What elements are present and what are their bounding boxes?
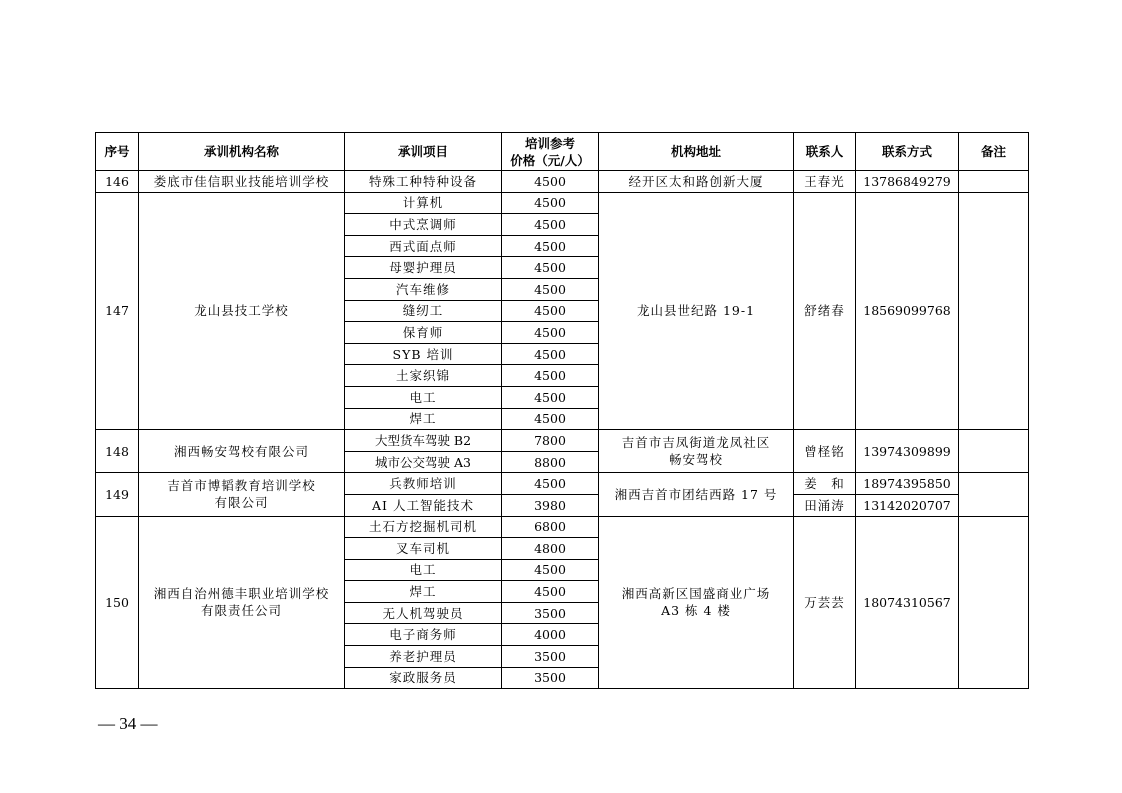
cell-project: AI 人工智能技术 xyxy=(345,494,502,516)
cell-project: 特殊工种特种设备 xyxy=(345,171,502,193)
cell-price: 3500 xyxy=(502,602,599,624)
cell-phone: 18974395850 xyxy=(856,473,959,495)
cell-price: 3500 xyxy=(502,646,599,668)
cell-org xyxy=(139,516,345,689)
cell-price: 4500 xyxy=(502,192,599,214)
cell-price: 4500 xyxy=(502,322,599,344)
cell-contact: 田涌涛 xyxy=(794,494,856,516)
address-line1: 湘西高新区国盛商业广场 xyxy=(621,586,771,602)
cell-price: 4500 xyxy=(502,408,599,430)
header-phone: 联系方式 xyxy=(856,133,959,171)
cell-price: 3980 xyxy=(502,494,599,516)
org-line1: 湘西自治州德丰职业培训学校 xyxy=(153,586,330,602)
cell-org: 龙山县技工学校 xyxy=(139,192,345,430)
table-row xyxy=(96,516,1029,538)
cell-price: 4500 xyxy=(502,171,599,193)
cell-price: 4500 xyxy=(502,559,599,581)
header-remark: 备注 xyxy=(959,133,1029,171)
cell-seq: 146 xyxy=(96,171,139,193)
cell-remark xyxy=(959,430,1029,473)
cell-phone: 13786849279 xyxy=(856,171,959,193)
cell-project: 电子商务师 xyxy=(345,624,502,646)
cell-project: 西式面点师 xyxy=(345,235,502,257)
cell-project: 母婴护理员 xyxy=(345,257,502,279)
cell-project: 城市公交驾驶 A3 xyxy=(345,451,502,473)
table-header-row xyxy=(96,133,1029,171)
cell-project: 焊工 xyxy=(345,408,502,430)
cell-project: 缝纫工 xyxy=(345,300,502,322)
org-line1: 吉首市博韬教育培训学校 xyxy=(167,478,316,494)
cell-project: 无人机驾驶员 xyxy=(345,602,502,624)
cell-contact: 万芸芸 xyxy=(794,516,856,689)
cell-price: 4500 xyxy=(502,386,599,408)
cell-contact: 曾柽铭 xyxy=(794,430,856,473)
cell-price: 4500 xyxy=(502,278,599,300)
header-price-line2: 价格（元/人） xyxy=(510,152,590,168)
cell-project: 中式烹调师 xyxy=(345,214,502,236)
page-number: — 34 — xyxy=(98,714,158,733)
cell-project: 兵教师培训 xyxy=(345,473,502,495)
cell-project: 叉车司机 xyxy=(345,538,502,560)
cell-project: 焊工 xyxy=(345,581,502,603)
cell-price: 4800 xyxy=(502,538,599,560)
cell-price: 4000 xyxy=(502,624,599,646)
cell-project: 大型货车驾驶 B2 xyxy=(345,430,502,452)
cell-org: 湘西畅安驾校有限公司 xyxy=(139,430,345,473)
cell-project: 汽车维修 xyxy=(345,278,502,300)
cell-project: 电工 xyxy=(345,559,502,581)
cell-org xyxy=(139,473,345,516)
training-institutions-table xyxy=(95,132,1029,689)
cell-price: 4500 xyxy=(502,365,599,387)
cell-contact: 王春光 xyxy=(794,171,856,193)
cell-phone: 18569099768 xyxy=(856,192,959,430)
cell-project: SYB 培训 xyxy=(345,343,502,365)
cell-seq: 148 xyxy=(96,430,139,473)
header-price-line1: 培训参考 xyxy=(524,135,575,151)
cell-remark xyxy=(959,171,1029,193)
cell-price: 4500 xyxy=(502,235,599,257)
cell-project: 计算机 xyxy=(345,192,502,214)
table-row xyxy=(96,171,1029,193)
cell-seq: 150 xyxy=(96,516,139,689)
cell-seq: 149 xyxy=(96,473,139,516)
cell-seq: 147 xyxy=(96,192,139,430)
table-row xyxy=(96,430,1029,452)
cell-project: 土家织锦 xyxy=(345,365,502,387)
cell-contact: 姜 和 xyxy=(794,473,856,495)
cell-phone: 18074310567 xyxy=(856,516,959,689)
cell-remark xyxy=(959,192,1029,430)
table-row xyxy=(96,473,1029,495)
cell-phone: 13142020707 xyxy=(856,494,959,516)
cell-phone: 13974309899 xyxy=(856,430,959,473)
cell-project: 保育师 xyxy=(345,322,502,344)
cell-project: 土石方挖掘机司机 xyxy=(345,516,502,538)
cell-project: 家政服务员 xyxy=(345,667,502,689)
address-line1: 吉首市吉凤街道龙凤社区 xyxy=(621,435,771,451)
cell-address: 经开区太和路创新大厦 xyxy=(599,171,794,193)
cell-price: 6800 xyxy=(502,516,599,538)
cell-remark xyxy=(959,473,1029,516)
cell-address: 湘西吉首市团结西路 17 号 xyxy=(599,473,794,516)
header-org: 承训机构名称 xyxy=(139,133,345,171)
cell-price: 8800 xyxy=(502,451,599,473)
cell-remark xyxy=(959,516,1029,689)
header-contact: 联系人 xyxy=(794,133,856,171)
org-line2: 有限责任公司 xyxy=(200,603,282,619)
header-address: 机构地址 xyxy=(599,133,794,171)
cell-org: 娄底市佳信职业技能培训学校 xyxy=(139,171,345,193)
cell-price: 4500 xyxy=(502,214,599,236)
address-line2: 畅安驾校 xyxy=(668,452,723,468)
header-project: 承训项目 xyxy=(345,133,502,171)
cell-price: 4500 xyxy=(502,343,599,365)
cell-price: 4500 xyxy=(502,581,599,603)
cell-address: 龙山县世纪路 19-1 xyxy=(599,192,794,430)
cell-price: 7800 xyxy=(502,430,599,452)
cell-project: 养老护理员 xyxy=(345,646,502,668)
header-seq: 序号 xyxy=(96,133,139,171)
cell-price: 4500 xyxy=(502,257,599,279)
cell-project: 电工 xyxy=(345,386,502,408)
cell-price: 4500 xyxy=(502,473,599,495)
cell-address xyxy=(599,430,794,473)
cell-price: 3500 xyxy=(502,667,599,689)
table-row xyxy=(96,192,1029,214)
org-line2: 有限公司 xyxy=(214,495,269,511)
address-line2: A3 栋 4 楼 xyxy=(661,603,731,619)
cell-price: 4500 xyxy=(502,300,599,322)
cell-address xyxy=(599,516,794,689)
header-price xyxy=(502,133,599,171)
cell-contact: 舒绪春 xyxy=(794,192,856,430)
